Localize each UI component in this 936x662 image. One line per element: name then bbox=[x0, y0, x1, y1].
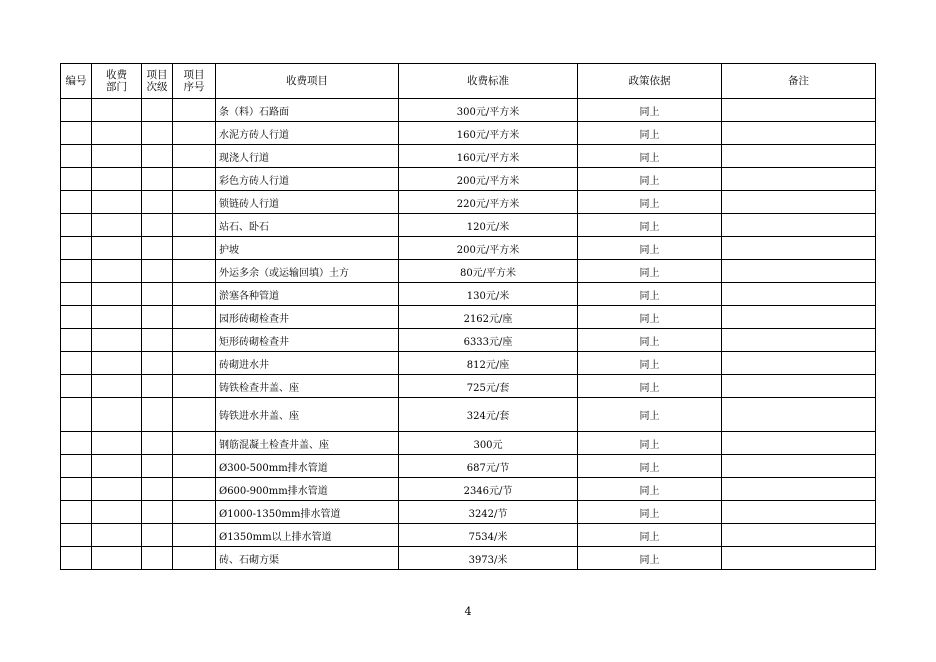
cell-seq bbox=[173, 501, 216, 524]
cell-sub bbox=[142, 168, 173, 191]
cell-dept bbox=[92, 283, 142, 306]
cell-basis: 同上 bbox=[578, 329, 722, 352]
cell-standard: 300元/平方米 bbox=[399, 99, 578, 122]
cell-item: 铸铁进水井盖、座 bbox=[216, 398, 399, 432]
cell-notes bbox=[722, 375, 876, 398]
cell-basis: 同上 bbox=[578, 398, 722, 432]
cell-basis: 同上 bbox=[578, 455, 722, 478]
cell-notes bbox=[722, 432, 876, 455]
cell-notes bbox=[722, 214, 876, 237]
cell-notes bbox=[722, 478, 876, 501]
table-row bbox=[61, 478, 876, 501]
cell-sub bbox=[142, 145, 173, 168]
cell-item: 条（料）石路面 bbox=[216, 99, 399, 122]
table-row bbox=[61, 398, 876, 432]
cell-item: Ø600-900mm排水管道 bbox=[216, 478, 399, 501]
cell-sub bbox=[142, 122, 173, 145]
cell-dept bbox=[92, 501, 142, 524]
table-row bbox=[61, 283, 876, 306]
cell-item: 园形砖砌检查井 bbox=[216, 306, 399, 329]
cell-seq bbox=[173, 478, 216, 501]
table-row bbox=[61, 455, 876, 478]
cell-sub bbox=[142, 283, 173, 306]
cell-standard: 160元/平方米 bbox=[399, 145, 578, 168]
table-row bbox=[61, 306, 876, 329]
cell-notes bbox=[722, 283, 876, 306]
cell-sub bbox=[142, 375, 173, 398]
cell-item: 水泥方砖人行道 bbox=[216, 122, 399, 145]
cell-seq bbox=[173, 455, 216, 478]
cell-standard: 324元/套 bbox=[399, 398, 578, 432]
cell-dept bbox=[92, 547, 142, 570]
cell-standard: 200元/平方米 bbox=[399, 237, 578, 260]
cell-notes bbox=[722, 168, 876, 191]
cell-basis: 同上 bbox=[578, 283, 722, 306]
page-number: 4 bbox=[464, 605, 472, 618]
cell-seq bbox=[173, 524, 216, 547]
cell-seq bbox=[173, 99, 216, 122]
table-row bbox=[61, 145, 876, 168]
cell-notes bbox=[722, 237, 876, 260]
cell-dept bbox=[92, 99, 142, 122]
cell-notes bbox=[722, 352, 876, 375]
cell-item: Ø300-500mm排水管道 bbox=[216, 455, 399, 478]
cell-item: 护坡 bbox=[216, 237, 399, 260]
cell-notes bbox=[722, 99, 876, 122]
cell-standard: 300元 bbox=[399, 432, 578, 455]
cell-no bbox=[61, 547, 92, 570]
cell-item: 钢筋混凝土检查井盖、座 bbox=[216, 432, 399, 455]
cell-sub bbox=[142, 478, 173, 501]
cell-sub bbox=[142, 329, 173, 352]
cell-sub bbox=[142, 306, 173, 329]
cell-seq bbox=[173, 329, 216, 352]
cell-no bbox=[61, 306, 92, 329]
table-row bbox=[61, 260, 876, 283]
cell-dept bbox=[92, 329, 142, 352]
cell-notes bbox=[722, 145, 876, 168]
cell-standard: 80元/平方米 bbox=[399, 260, 578, 283]
cell-no bbox=[61, 398, 92, 432]
cell-basis: 同上 bbox=[578, 214, 722, 237]
cell-seq bbox=[173, 191, 216, 214]
cell-dept bbox=[92, 375, 142, 398]
header-basis: 政策依据 bbox=[578, 64, 722, 99]
cell-basis: 同上 bbox=[578, 432, 722, 455]
cell-dept bbox=[92, 432, 142, 455]
table-row bbox=[61, 432, 876, 455]
cell-no bbox=[61, 283, 92, 306]
header-standard: 收费标准 bbox=[399, 64, 578, 99]
table-row bbox=[61, 191, 876, 214]
header-dept: 收费 部门 bbox=[92, 64, 142, 99]
cell-seq bbox=[173, 145, 216, 168]
cell-basis: 同上 bbox=[578, 524, 722, 547]
cell-basis: 同上 bbox=[578, 260, 722, 283]
cell-notes bbox=[722, 329, 876, 352]
cell-no bbox=[61, 122, 92, 145]
cell-no bbox=[61, 329, 92, 352]
cell-notes bbox=[722, 455, 876, 478]
cell-item: Ø1350mm以上排水管道 bbox=[216, 524, 399, 547]
cell-no bbox=[61, 478, 92, 501]
cell-seq bbox=[173, 432, 216, 455]
cell-sub bbox=[142, 547, 173, 570]
cell-standard: 725元/套 bbox=[399, 375, 578, 398]
cell-sub bbox=[142, 214, 173, 237]
table-row bbox=[61, 375, 876, 398]
cell-item: Ø1000-1350mm排水管道 bbox=[216, 501, 399, 524]
cell-standard: 812元/座 bbox=[399, 352, 578, 375]
cell-basis: 同上 bbox=[578, 145, 722, 168]
cell-basis: 同上 bbox=[578, 478, 722, 501]
cell-dept bbox=[92, 237, 142, 260]
cell-sub bbox=[142, 501, 173, 524]
cell-no bbox=[61, 214, 92, 237]
header-no: 编号 bbox=[61, 64, 92, 99]
cell-no bbox=[61, 432, 92, 455]
cell-item: 锁链砖人行道 bbox=[216, 191, 399, 214]
cell-basis: 同上 bbox=[578, 99, 722, 122]
header-item: 收费项目 bbox=[216, 64, 399, 99]
cell-standard: 120元/米 bbox=[399, 214, 578, 237]
table-row bbox=[61, 99, 876, 122]
table-row bbox=[61, 524, 876, 547]
cell-no bbox=[61, 260, 92, 283]
cell-seq bbox=[173, 168, 216, 191]
cell-standard: 220元/平方米 bbox=[399, 191, 578, 214]
cell-no bbox=[61, 99, 92, 122]
table-row bbox=[61, 214, 876, 237]
table-row bbox=[61, 547, 876, 570]
cell-no bbox=[61, 375, 92, 398]
cell-seq bbox=[173, 283, 216, 306]
cell-standard: 687元/节 bbox=[399, 455, 578, 478]
cell-standard: 160元/平方米 bbox=[399, 122, 578, 145]
cell-notes bbox=[722, 306, 876, 329]
cell-sub bbox=[142, 455, 173, 478]
cell-notes bbox=[722, 260, 876, 283]
cell-item: 矩形砖砌检查井 bbox=[216, 329, 399, 352]
header-sub: 项目 次级 bbox=[142, 64, 173, 99]
cell-dept bbox=[92, 455, 142, 478]
cell-seq bbox=[173, 352, 216, 375]
cell-basis: 同上 bbox=[578, 191, 722, 214]
cell-dept bbox=[92, 191, 142, 214]
cell-dept bbox=[92, 478, 142, 501]
table-row bbox=[61, 237, 876, 260]
cell-basis: 同上 bbox=[578, 168, 722, 191]
cell-sub bbox=[142, 99, 173, 122]
cell-seq bbox=[173, 214, 216, 237]
cell-standard: 130元/米 bbox=[399, 283, 578, 306]
cell-dept bbox=[92, 306, 142, 329]
cell-item: 现浇人行道 bbox=[216, 145, 399, 168]
cell-sub bbox=[142, 432, 173, 455]
cell-standard: 3973/米 bbox=[399, 547, 578, 570]
cell-dept bbox=[92, 214, 142, 237]
cell-seq bbox=[173, 122, 216, 145]
cell-basis: 同上 bbox=[578, 501, 722, 524]
cell-seq bbox=[173, 375, 216, 398]
cell-no bbox=[61, 501, 92, 524]
cell-sub bbox=[142, 260, 173, 283]
cell-no bbox=[61, 352, 92, 375]
cell-item: 彩色方砖人行道 bbox=[216, 168, 399, 191]
cell-notes bbox=[722, 501, 876, 524]
cell-sub bbox=[142, 191, 173, 214]
cell-dept bbox=[92, 398, 142, 432]
cell-notes bbox=[722, 122, 876, 145]
table-row bbox=[61, 352, 876, 375]
cell-seq bbox=[173, 547, 216, 570]
cell-dept bbox=[92, 260, 142, 283]
cell-sub bbox=[142, 398, 173, 432]
cell-standard: 200元/平方米 bbox=[399, 168, 578, 191]
cell-item: 站石、卧石 bbox=[216, 214, 399, 237]
cell-basis: 同上 bbox=[578, 352, 722, 375]
cell-dept bbox=[92, 168, 142, 191]
cell-item: 砖、石砌方渠 bbox=[216, 547, 399, 570]
cell-no bbox=[61, 168, 92, 191]
cell-no bbox=[61, 455, 92, 478]
cell-item: 铸铁检查井盖、座 bbox=[216, 375, 399, 398]
cell-no bbox=[61, 191, 92, 214]
cell-notes bbox=[722, 524, 876, 547]
cell-notes bbox=[722, 547, 876, 570]
cell-basis: 同上 bbox=[578, 122, 722, 145]
cell-basis: 同上 bbox=[578, 237, 722, 260]
cell-notes bbox=[722, 191, 876, 214]
cell-standard: 2346元/节 bbox=[399, 478, 578, 501]
fee-table bbox=[60, 63, 876, 570]
cell-basis: 同上 bbox=[578, 306, 722, 329]
cell-dept bbox=[92, 524, 142, 547]
cell-standard: 7534/米 bbox=[399, 524, 578, 547]
cell-sub bbox=[142, 524, 173, 547]
cell-standard: 6333元/座 bbox=[399, 329, 578, 352]
cell-sub bbox=[142, 237, 173, 260]
table-header-row bbox=[61, 64, 876, 99]
cell-seq bbox=[173, 398, 216, 432]
cell-dept bbox=[92, 122, 142, 145]
table-row bbox=[61, 168, 876, 191]
cell-no bbox=[61, 145, 92, 168]
cell-basis: 同上 bbox=[578, 547, 722, 570]
cell-seq bbox=[173, 306, 216, 329]
cell-no bbox=[61, 237, 92, 260]
cell-seq bbox=[173, 260, 216, 283]
cell-item: 淤塞各种管道 bbox=[216, 283, 399, 306]
table-row bbox=[61, 122, 876, 145]
cell-no bbox=[61, 524, 92, 547]
cell-basis: 同上 bbox=[578, 375, 722, 398]
table-row bbox=[61, 501, 876, 524]
cell-item: 砖砌进水井 bbox=[216, 352, 399, 375]
cell-dept bbox=[92, 145, 142, 168]
cell-notes bbox=[722, 398, 876, 432]
cell-item: 外运多余（或运输回填）土方 bbox=[216, 260, 399, 283]
cell-dept bbox=[92, 352, 142, 375]
cell-seq bbox=[173, 237, 216, 260]
header-seq: 项目 序号 bbox=[173, 64, 216, 99]
cell-standard: 2162元/座 bbox=[399, 306, 578, 329]
table-row bbox=[61, 329, 876, 352]
cell-standard: 3242/节 bbox=[399, 501, 578, 524]
cell-sub bbox=[142, 352, 173, 375]
header-notes: 备注 bbox=[722, 64, 876, 99]
